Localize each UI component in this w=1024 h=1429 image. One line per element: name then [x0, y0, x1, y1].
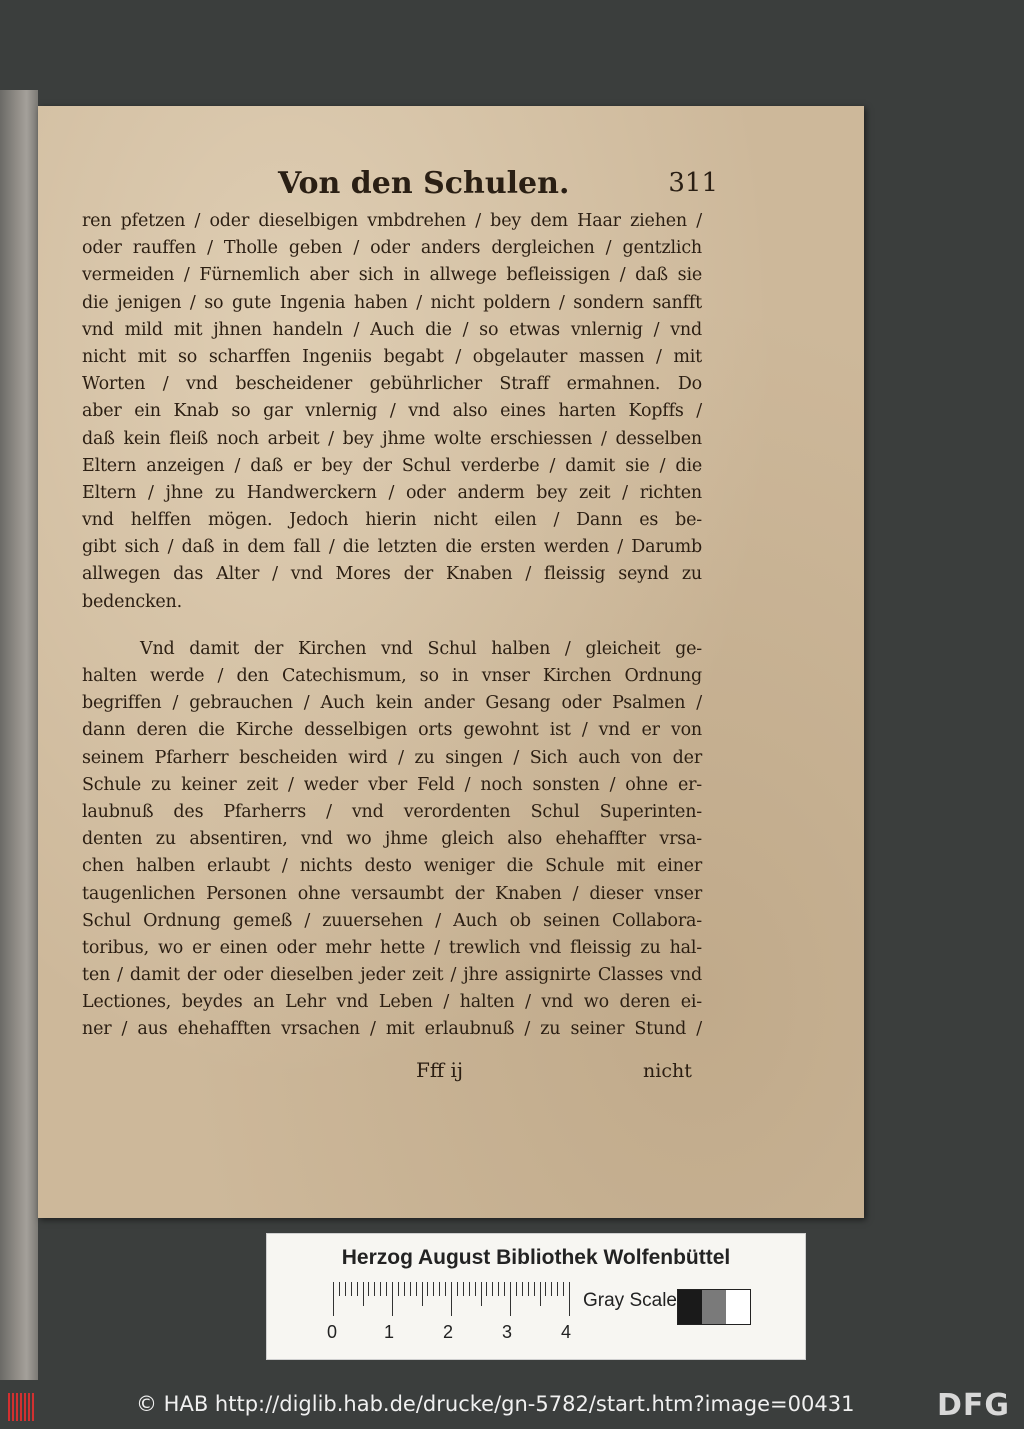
ruler-tick	[510, 1282, 511, 1316]
ruler-tick	[333, 1282, 334, 1316]
text-line: begriffen / gebrauchen / Auch kein ander Gesang oder Psalmen /	[82, 693, 702, 714]
text-line: bedencken.	[82, 591, 182, 612]
ruler-tick	[528, 1282, 529, 1296]
text-line: Eltern anzeigen / daß er bey der Schul verderbe / damit sie / die	[82, 455, 702, 476]
ruler-tick	[557, 1282, 558, 1296]
text-line: laubnuß des Pfarherrs / vnd verordenten Schul Superinten-	[82, 801, 702, 822]
logo-bar	[8, 1393, 10, 1421]
ruler-tick	[486, 1282, 487, 1296]
logo-bar	[28, 1393, 30, 1421]
logo-bar	[24, 1393, 26, 1421]
text-line: Worten / vnd bescheidener gebührlicher Straff ermahnen. Do	[82, 374, 702, 395]
ruler-tick	[451, 1282, 452, 1316]
catchword: nicht	[643, 1060, 692, 1082]
page-number: 311	[668, 168, 718, 198]
ruler-tick	[540, 1282, 541, 1306]
ruler-tick	[398, 1282, 399, 1296]
paragraph-1	[82, 208, 702, 616]
ruler-tick	[345, 1282, 346, 1296]
text-line: toribus, wo er einen oder mehr hette / trewlich vnd fleissig zu hal-	[82, 937, 702, 958]
ruler-number: 4	[561, 1322, 572, 1342]
ruler-tick	[457, 1282, 458, 1296]
ruler-tick	[380, 1282, 381, 1296]
ruler-tick	[439, 1282, 440, 1296]
text-line: allwegen das Alter / vnd Mores der Knaben / fleissig seynd zu	[82, 564, 702, 585]
color-calibration-card	[266, 1233, 806, 1360]
ruler-tick	[475, 1282, 476, 1296]
ruler-tick	[404, 1282, 405, 1296]
library-name: Herzog August Bibliothek Wolfenbüttel	[341, 1246, 731, 1269]
scale-ruler	[333, 1282, 573, 1318]
text-line: die jenigen / so gute Ingenia haben / nicht poldern / sondern sanfft	[82, 292, 702, 313]
text-line: vnd mild mit jhnen handeln / Auch die / so etwas vnlernig / vnd	[82, 319, 702, 340]
ruler-tick	[339, 1282, 340, 1296]
ruler-tick	[363, 1282, 364, 1306]
ruler-tick	[492, 1282, 493, 1296]
footer-bar	[0, 1384, 1024, 1429]
text-line: chen halben erlaubt / nichts desto weniger die Schule mit einer	[82, 856, 702, 877]
source-url[interactable]: © HAB http://diglib.hab.de/drucke/gn-5782/start.htm?image=00431	[136, 1392, 855, 1416]
ruler-number: 2	[443, 1322, 454, 1342]
logo-bar	[20, 1393, 22, 1421]
ruler-tick	[545, 1282, 546, 1296]
ruler-tick	[563, 1282, 564, 1296]
ruler-tick	[498, 1282, 499, 1296]
text-line: taugenlichen Personen ohne versaumbt der Knaben / dieser vnser	[82, 883, 702, 904]
text-line: seinem Pfarherr bescheiden wird / zu singen / Sich auch von der	[82, 747, 702, 768]
gray-swatch-mid	[702, 1290, 726, 1324]
gray-swatch-light	[726, 1290, 750, 1324]
ruler-tick	[427, 1282, 428, 1296]
ruler-tick	[374, 1282, 375, 1296]
ruler-tick	[463, 1282, 464, 1296]
logo-bar	[32, 1393, 34, 1421]
ruler-tick	[351, 1282, 352, 1296]
ruler-tick	[445, 1282, 446, 1296]
paragraph-2	[82, 636, 702, 1044]
page-header	[278, 166, 718, 206]
ruler-tick	[368, 1282, 369, 1296]
ruler-tick	[410, 1282, 411, 1296]
ruler-tick	[569, 1282, 570, 1316]
text-line: vnd helffen mögen. Jedoch hierin nicht eilen / Dann es be-	[82, 510, 702, 531]
text-line: vermeiden / Fürnemlich aber sich in allwege befleissigen / daß sie	[82, 265, 702, 286]
ruler-tick	[551, 1282, 552, 1296]
ruler-number: 1	[384, 1322, 395, 1342]
ruler-number: 3	[502, 1322, 513, 1342]
logo-bar	[16, 1393, 18, 1421]
ruler-tick	[522, 1282, 523, 1296]
ruler-tick	[422, 1282, 423, 1306]
ruler-number: 0	[327, 1322, 338, 1342]
text-line: Schul Ordnung gemeß / zuuersehen / Auch ob seinen Collabora-	[82, 910, 702, 931]
ruler-tick	[534, 1282, 535, 1296]
logo-bar	[12, 1393, 14, 1421]
text-line: nicht mit so scharffen Ingeniis begabt / obgelauter massen / mit	[82, 346, 702, 367]
text-line: ren pfetzen / oder dieselbigen vmbdrehen / bey dem Haar ziehen /	[82, 211, 702, 231]
ruler-tick	[386, 1282, 387, 1296]
book-page	[38, 106, 864, 1218]
text-line: oder rauffen / Tholle geben / oder anders dergleichen / gentzlich	[82, 238, 702, 259]
text-line: denten zu absentiren, vnd wo jhme gleich also ehehaffter vrsa-	[82, 829, 702, 850]
left-page-edge	[0, 90, 38, 1380]
text-line: Lectiones, beydes an Lehr vnd Leben / halten / vnd wo deren ei-	[82, 992, 702, 1013]
ruler-tick	[392, 1282, 393, 1316]
text-block	[82, 208, 702, 1044]
running-title: Von den Schulen.	[278, 166, 570, 201]
text-line: daß kein fleiß noch arbeit / bey jhme wolte erschiessen / desselben	[82, 428, 702, 449]
text-line: ner / aus ehehafften vrsachen / mit erlaubnuß / zu seiner Stund /	[82, 1019, 702, 1040]
ruler-tick	[481, 1282, 482, 1306]
signature-mark: Fff ij	[416, 1058, 464, 1082]
hab-logo-icon	[8, 1393, 36, 1421]
text-line: aber ein Knab so gar vnlernig / vnd also eines harten Kopffs /	[82, 401, 702, 422]
text-line: Schule zu keiner zeit / weder vber Feld / noch sonsten / ohne er-	[82, 774, 702, 795]
text-line: Vnd damit der Kirchen vnd Schul halben / gleicheit ge-	[140, 638, 702, 659]
ruler-tick	[433, 1282, 434, 1296]
text-line: Eltern / jhne zu Handwerckern / oder anderm bey zeit / richten	[82, 482, 702, 503]
dfg-logo: DFG	[936, 1388, 1010, 1423]
text-line: dann deren die Kirche desselbigen orts gewohnt ist / vnd er von	[82, 720, 702, 741]
text-line: ten / damit der oder dieselben jeder zeit / jhre assignirte Classes vnd	[82, 965, 702, 986]
ruler-tick	[357, 1282, 358, 1296]
gray-scale-label: Gray Scale	[583, 1290, 677, 1311]
text-line: halten werde / den Catechismum, so in vnser Kirchen Ordnung	[82, 666, 702, 686]
gray-swatch-dark	[678, 1290, 702, 1324]
ruler-tick	[504, 1282, 505, 1296]
ruler-numbers	[327, 1322, 587, 1344]
ruler-tick	[516, 1282, 517, 1296]
ruler-tick	[469, 1282, 470, 1296]
text-line: gibt sich / daß in dem fall / die letzten die ersten werden / Darumb	[82, 537, 702, 558]
gray-scale-swatch	[677, 1289, 751, 1325]
ruler-tick	[416, 1282, 417, 1296]
